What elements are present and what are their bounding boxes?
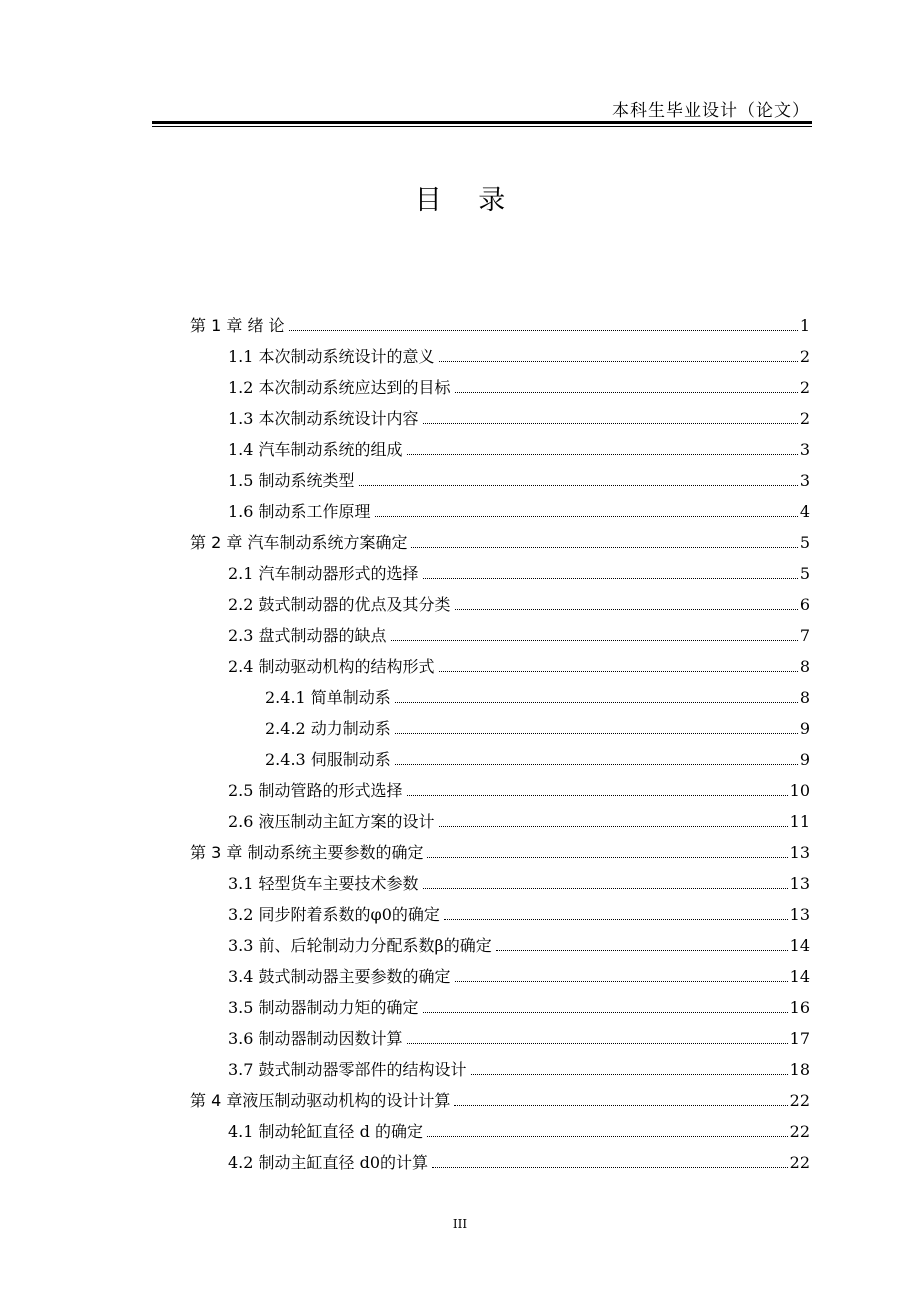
toc-entry-label: 第 1 章 绪 论 [190,316,285,335]
toc-dot-leader [427,857,787,858]
toc-dot-leader [391,640,798,641]
toc-entry-label: 1.6 制动系工作原理 [228,502,371,521]
toc-entry-page: 22 [789,1091,810,1110]
toc-dot-leader [444,919,788,920]
header-rule-thin [152,126,812,127]
toc-dot-leader [432,1167,788,1168]
toc-entry-page: 8 [799,657,810,676]
toc-entry-label: 3.1 轻型货车主要技术参数 [228,874,419,893]
toc-entry-label: 2.3 盘式制动器的缺点 [228,626,387,645]
toc-entry-page: 17 [789,1029,810,1048]
toc-entry-label: 2.1 汽车制动器形式的选择 [228,564,419,583]
toc-section-entry[interactable] [190,801,810,832]
toc-section-entry[interactable] [190,1049,810,1080]
toc-chapter-entry[interactable] [190,522,810,553]
toc-entry-label: 3.3 前、后轮制动力分配系数β的确定 [228,936,492,955]
toc-entry-label: 1.2 本次制动系统应达到的目标 [228,378,451,397]
toc-entry-label: 2.4.3 伺服制动系 [265,750,391,769]
toc-dot-leader [395,764,798,765]
toc-dot-leader [423,1012,788,1013]
toc-chapter-entry[interactable] [190,832,810,863]
toc-entry-label: 3.4 鼓式制动器主要参数的确定 [228,967,451,986]
toc-dot-leader [289,330,798,331]
toc-entry-label: 2.2 鼓式制动器的优点及其分类 [228,595,451,614]
toc-dot-leader [439,361,798,362]
toc-entry-page: 5 [799,533,810,552]
toc-entry-label: 2.4.2 动力制动系 [265,719,391,738]
toc-entry-label: 第 3 章 制动系统主要参数的确定 [190,843,424,862]
toc-entry-page: 5 [799,564,810,583]
toc-dot-leader [375,516,798,517]
toc-section-entry[interactable] [190,336,810,367]
toc-dot-leader [454,1105,787,1106]
toc-dot-leader [359,485,798,486]
header-rule-thick [152,121,812,124]
toc-section-entry[interactable] [190,987,810,1018]
toc-entry-page: 4 [799,502,810,521]
toc-dot-leader [423,423,798,424]
toc-section-entry[interactable] [190,1142,810,1173]
toc-dot-leader [407,1043,788,1044]
toc-entry-page: 13 [789,874,810,893]
page-number: III [452,1217,468,1231]
toc-entry-label: 1.4 汽车制动系统的组成 [228,440,403,459]
toc-entry-page: 11 [789,812,810,831]
toc-entry-page: 22 [789,1153,810,1172]
toc-entry-page: 6 [799,595,810,614]
toc-entry-page: 9 [799,719,810,738]
toc-section-entry[interactable] [190,1111,810,1142]
toc-entry-page: 3 [799,440,810,459]
toc-entry-label: 2.4 制动驱动机构的结构形式 [228,657,435,676]
toc-chapter-entry[interactable] [190,1080,810,1111]
toc-entry-page: 9 [799,750,810,769]
toc-dot-leader [427,1136,788,1137]
toc-entry-page: 18 [789,1060,810,1079]
toc-dot-leader [395,733,798,734]
toc-entry-page: 7 [799,626,810,645]
toc-entry-page: 10 [789,781,810,800]
toc-dot-leader [439,671,798,672]
toc-section-entry[interactable] [190,925,810,956]
toc-entry-label: 3.2 同步附着系数的φ0的确定 [228,905,440,924]
toc-dot-leader [407,454,798,455]
toc-dot-leader [423,888,788,889]
toc-section-entry[interactable] [190,708,810,739]
toc-entry-label: 4.1 制动轮缸直径 d 的确定 [228,1122,423,1141]
toc-entry-page: 14 [789,967,810,986]
toc-dot-leader [471,1074,788,1075]
toc-section-entry[interactable] [190,460,810,491]
toc-section-entry[interactable] [190,1018,810,1049]
toc-dot-leader [455,392,798,393]
toc-entry-page: 2 [799,378,810,397]
toc-entry-label: 2.5 制动管路的形式选择 [228,781,403,800]
toc-entry-page: 22 [789,1122,810,1141]
toc-entry-page: 8 [799,688,810,707]
toc-section-entry[interactable] [190,429,810,460]
toc-dot-leader [455,981,788,982]
toc-dot-leader [407,795,788,796]
toc-section-entry[interactable] [190,367,810,398]
running-header-title: 本科生毕业设计（论文） [612,101,810,121]
toc-entry-label: 1.5 制动系统类型 [228,471,355,490]
toc-dot-leader [496,950,788,951]
toc-dot-leader [455,609,798,610]
toc-entry-label: 2.4.1 简单制动系 [265,688,391,707]
toc-section-entry[interactable] [190,398,810,429]
toc-section-entry[interactable] [190,491,810,522]
toc-section-entry[interactable] [190,770,810,801]
toc-section-entry[interactable] [190,677,810,708]
toc-section-entry[interactable] [190,615,810,646]
toc-entry-label: 第 4 章液压制动驱动机构的设计计算 [190,1091,451,1110]
toc-section-entry[interactable] [190,584,810,615]
toc-section-entry[interactable] [190,863,810,894]
toc-chapter-entry[interactable] [190,305,810,336]
toc-entry-label: 3.5 制动器制动力矩的确定 [228,998,419,1017]
toc-section-entry[interactable] [190,894,810,925]
toc-dot-leader [439,826,788,827]
toc-section-entry[interactable] [190,956,810,987]
toc-entry-page: 2 [799,347,810,366]
toc-entry-page: 2 [799,409,810,428]
toc-dot-leader [395,702,798,703]
toc-entry-label: 第 2 章 汽车制动系统方案确定 [190,533,408,552]
toc-heading: 目 录 [414,185,520,216]
toc-section-entry[interactable] [190,553,810,584]
toc-entry-page: 1 [799,316,810,335]
toc-entry-label: 1.1 本次制动系统设计的意义 [228,347,435,366]
toc-entry-label: 3.6 制动器制动因数计算 [228,1029,403,1048]
toc-entry-page: 13 [789,843,810,862]
toc-entry-page: 14 [789,936,810,955]
toc-entry-label: 4.2 制动主缸直径 d0的计算 [228,1153,429,1172]
table-of-contents [190,305,810,1173]
toc-section-entry[interactable] [190,739,810,770]
toc-entry-label: 2.6 液压制动主缸方案的设计 [228,812,435,831]
toc-dot-leader [411,547,797,548]
toc-entry-label: 3.7 鼓式制动器零部件的结构设计 [228,1060,467,1079]
toc-entry-page: 16 [789,998,810,1017]
toc-dot-leader [423,578,798,579]
toc-entry-page: 3 [799,471,810,490]
toc-section-entry[interactable] [190,646,810,677]
toc-entry-page: 13 [789,905,810,924]
toc-entry-label: 1.3 本次制动系统设计内容 [228,409,419,428]
